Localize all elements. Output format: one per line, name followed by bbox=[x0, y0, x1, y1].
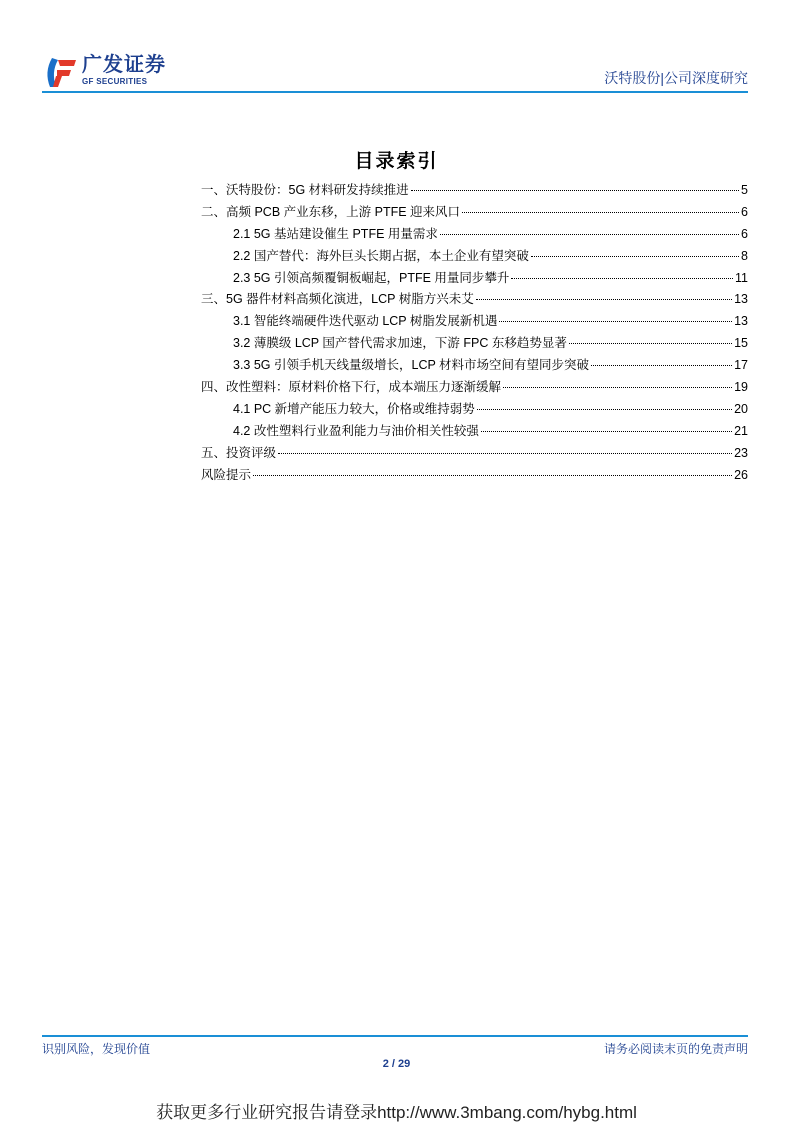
toc-leader-dots bbox=[591, 365, 732, 366]
toc-entry-label: 2.1 5G 基站建设催生 PTFE 用量需求 bbox=[233, 226, 438, 241]
toc-entry-label: 五、投资评级 bbox=[201, 445, 277, 460]
toc-entry-label: 3.1 智能终端硬件迭代驱动 LCP 树脂发展新机遇 bbox=[233, 314, 498, 329]
toc-leader-dots bbox=[531, 256, 739, 257]
toc-entry[interactable] bbox=[201, 202, 748, 224]
toc-leader-dots bbox=[511, 278, 733, 279]
toc-leader-dots bbox=[253, 475, 732, 476]
gf-logo-icon bbox=[42, 54, 78, 90]
toc-entry-label: 二、高频 PCB 产业东移，上游 PTFE 迎来风口 bbox=[201, 204, 461, 219]
toc-entry-page: 13 bbox=[734, 292, 748, 307]
toc-entry-label: 2.3 5G 引领高频覆铜板崛起，PTFE 用量同步攀升 bbox=[233, 270, 510, 285]
toc-entry-label: 风险提示 bbox=[201, 467, 252, 482]
toc-entry[interactable] bbox=[201, 443, 748, 465]
toc-entry-page: 6 bbox=[741, 204, 748, 219]
header-divider bbox=[42, 91, 748, 93]
toc-leader-dots bbox=[569, 343, 732, 344]
toc-entry-page: 15 bbox=[734, 336, 748, 351]
toc-entry[interactable] bbox=[201, 246, 748, 268]
toc-entry-page: 21 bbox=[734, 423, 748, 438]
toc-entry-label: 2.2 国产替代：海外巨头长期占据，本土企业有望突破 bbox=[233, 248, 529, 263]
logo-text-en: GF SECURITIES bbox=[82, 77, 148, 86]
toc-leader-dots bbox=[278, 453, 732, 454]
toc-entry-label: 四、改性塑料：原材料价格下行，成本端压力逐渐缓解 bbox=[201, 380, 502, 395]
promo-link[interactable]: 获取更多行业研究报告请登录http://www.3mbang.com/hybg.html bbox=[156, 1103, 637, 1122]
toc-entry-page: 11 bbox=[735, 270, 748, 285]
toc-leader-dots bbox=[481, 431, 732, 432]
toc-entry-page: 23 bbox=[734, 445, 748, 460]
report-type: 沃特股份|公司深度研究 bbox=[604, 70, 748, 86]
footer-slogan: 识别风险，发现价值 bbox=[42, 1042, 151, 1056]
toc-entry-label: 4.2 改性塑料行业盈利能力与油价相关性较强 bbox=[233, 423, 479, 438]
toc-entry-page: 19 bbox=[734, 380, 748, 395]
toc-entry-page: 13 bbox=[734, 314, 748, 329]
toc-leader-dots bbox=[477, 409, 732, 410]
toc-entry-label: 3.3 5G 引领手机天线量级增长，LCP 材料市场空间有望同步突破 bbox=[233, 358, 590, 373]
toc-entry-page: 17 bbox=[734, 358, 748, 373]
toc-leader-dots bbox=[440, 234, 739, 235]
toc-leader-dots bbox=[499, 321, 732, 322]
footer-divider bbox=[42, 1035, 748, 1037]
toc-leader-dots bbox=[503, 387, 732, 388]
footer-disclaimer: 请务必阅读末页的免责声明 bbox=[603, 1042, 748, 1056]
toc-entry[interactable] bbox=[201, 268, 748, 290]
toc-entry-page: 5 bbox=[741, 183, 748, 197]
company-logo bbox=[42, 54, 166, 90]
table-of-contents bbox=[201, 180, 748, 486]
toc-entry[interactable] bbox=[201, 311, 748, 333]
toc-entry-page: 26 bbox=[734, 467, 748, 482]
toc-entry-page: 8 bbox=[741, 248, 748, 263]
toc-entry-page: 20 bbox=[734, 401, 748, 416]
toc-leader-dots bbox=[462, 212, 739, 213]
toc-entry[interactable] bbox=[201, 399, 748, 421]
page-number: 2 / 29 bbox=[382, 1058, 411, 1070]
toc-entry[interactable] bbox=[201, 355, 748, 377]
toc-entry-page: 6 bbox=[741, 226, 748, 241]
toc-entry-label: 4.1 PC 新增产能压力较大，价格或维持弱势 bbox=[233, 401, 475, 416]
toc-entry[interactable] bbox=[201, 465, 748, 487]
toc-entry-label: 3.2 薄膜级 LCP 国产替代需求加速，下游 FPC 东移趋势显著 bbox=[233, 336, 567, 351]
toc-entry[interactable] bbox=[201, 289, 748, 311]
toc-entry-label: 三、5G 器件材料高频化演进，LCP 树脂方兴未艾 bbox=[201, 292, 474, 307]
toc-entry[interactable] bbox=[201, 180, 748, 202]
toc-leader-dots bbox=[411, 190, 739, 191]
toc-leader-dots bbox=[476, 299, 732, 300]
logo-text-cn: 广发证券 bbox=[82, 54, 166, 76]
toc-entry-label: 一、沃特股份：5G 材料研发持续推进 bbox=[201, 183, 409, 197]
toc-entry[interactable] bbox=[201, 421, 748, 443]
toc-entry[interactable] bbox=[201, 377, 748, 399]
toc-entry[interactable] bbox=[201, 224, 748, 246]
toc-entry[interactable] bbox=[201, 333, 748, 355]
page-title: 目录索引 bbox=[354, 151, 439, 172]
